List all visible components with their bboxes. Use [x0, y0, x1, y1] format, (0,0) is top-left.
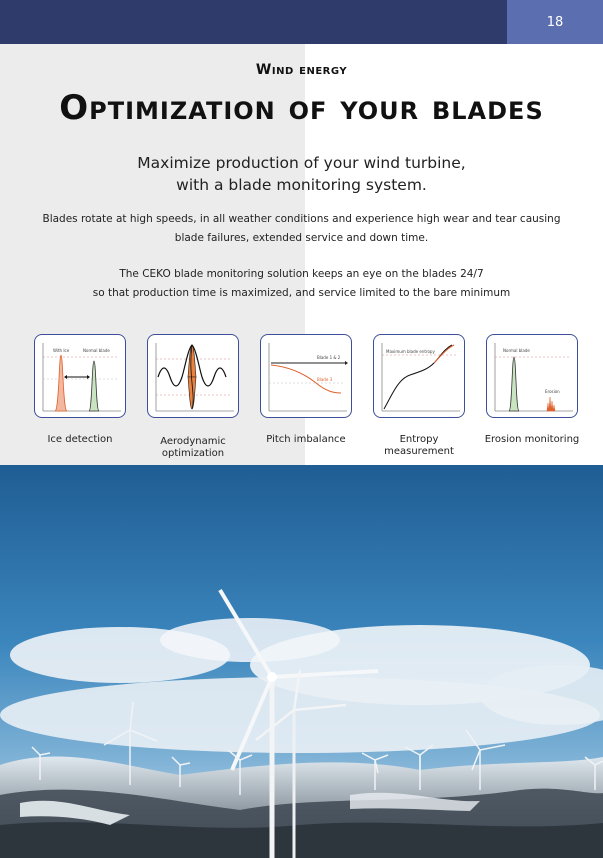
feature-label: Pitch imbalance — [266, 434, 346, 445]
section-label: Wind energy — [255, 62, 348, 78]
feature-label — [364, 434, 474, 458]
feature-label-text: Entropy measurement — [384, 434, 454, 457]
entropy-label: Maximum blade entropy — [386, 349, 435, 354]
paragraph-blade-wear — [40, 210, 563, 248]
paragraph-line: blade failures, extended service and down time. — [174, 232, 429, 244]
subtitle-line-2: with a blade monitoring system. — [176, 176, 427, 194]
erosion-chart-icon — [486, 334, 578, 418]
feature-label: Ice detection — [47, 434, 113, 445]
ice-right-label: Normal blade — [83, 348, 110, 353]
feature-label-text: Aerodynamic optimization — [160, 436, 226, 459]
pitch-imbalance-chart-icon — [260, 334, 352, 418]
aerodynamic-chart-icon — [147, 334, 239, 418]
feature-label — [138, 436, 248, 460]
paragraph-line: The CEKO blade monitoring solution keeps an eye on the blades 24/7 — [119, 268, 484, 280]
paragraph-ceko-solution — [40, 265, 563, 303]
pitch-b-label: Blade 3 — [317, 377, 333, 382]
paragraph-line: Blades rotate at high speeds, in all weather conditions and experience high wear and tear causing — [42, 213, 561, 225]
ice-detection-chart-icon — [34, 334, 126, 418]
erosion-b-label: Erosion — [545, 389, 560, 394]
wind-turbines-photo — [0, 465, 603, 858]
subtitle-line-1: Maximize production of your wind turbine, — [137, 154, 466, 172]
page-title: Optimization of your blades — [59, 88, 544, 128]
entropy-chart-icon — [373, 334, 465, 418]
feature-label: Erosion monitoring — [484, 434, 580, 445]
ice-left-label: With Ice — [53, 348, 70, 353]
paragraph-line: so that production time is maximized, and service limited to the bare minimum — [92, 287, 511, 299]
page-number: 18 — [507, 0, 603, 44]
pitch-a-label: Blade 1 & 2 — [317, 355, 341, 360]
erosion-a-label: Normal blade — [503, 348, 530, 353]
subtitle — [0, 152, 603, 196]
